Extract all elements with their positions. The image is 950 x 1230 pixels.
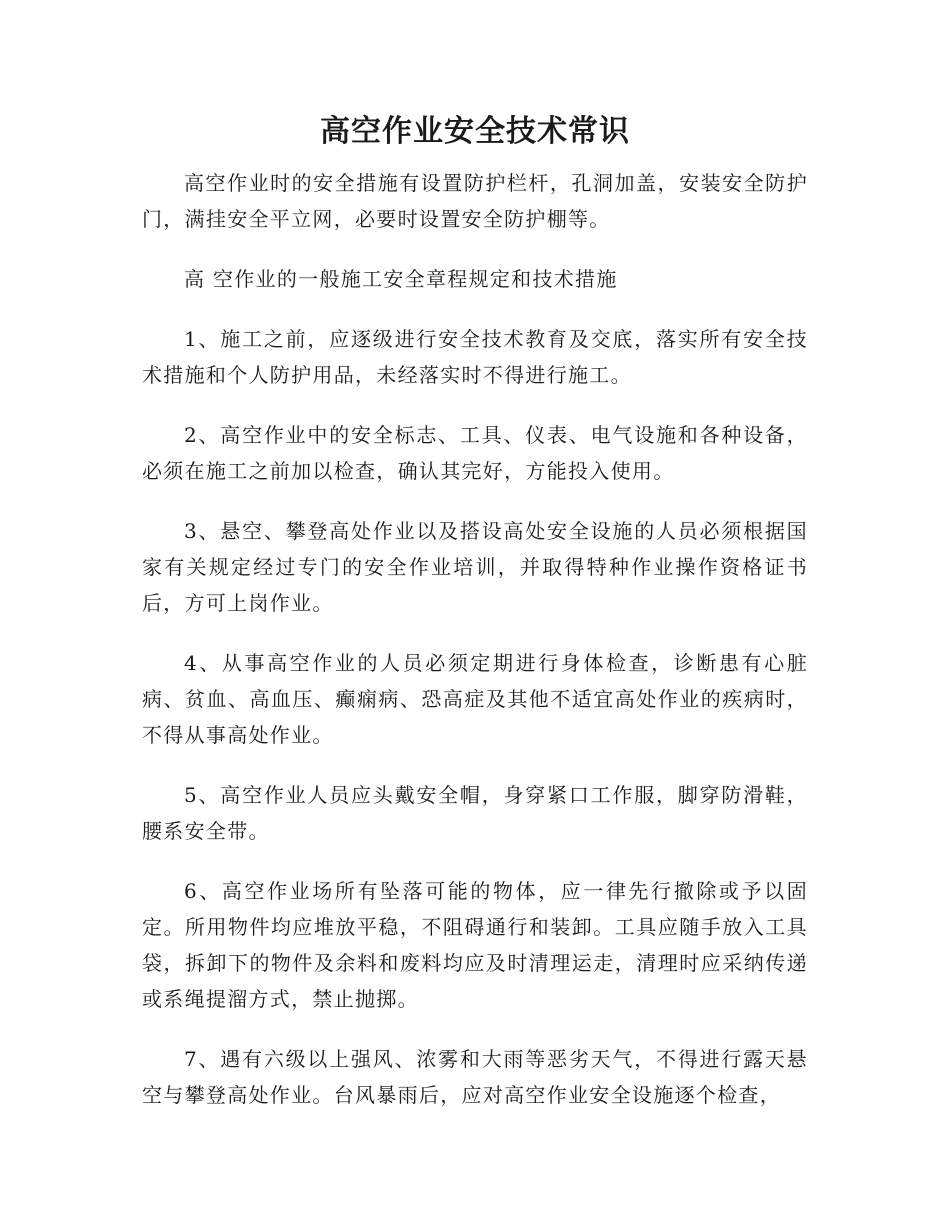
paragraph-item-1: 1、施工之前，应逐级进行安全技术教育及交底，落实所有安全技术措施和个人防护用品，未经落实时不得进行施工。 — [142, 327, 808, 387]
paragraph-item-3: 3、悬空、攀登高处作业以及搭设高处安全设施的人员必须根据国家有关规定经过专门的安全作业培训，并取得特种作业操作资格证书后，方可上岗作业。 — [142, 519, 808, 615]
paragraph-intro: 高空作业时的安全措施有设置防护栏杆，孔洞加盖，安装安全防护门，满挂安全平立网，必要时设置安全防护棚等。 — [142, 171, 808, 231]
paragraph-item-6: 6、高空作业场所有坠落可能的物体，应一律先行撤除或予以固定。所用物件均应堆放平稳，不阻碍通行和装卸。工具应随手放入工具袋，拆卸下的物件及余料和废料均应及时清理运走，清理时应采纳传递或系绳提溜方式，禁止抛掷。 — [142, 879, 808, 1011]
document-title: 高空作业安全技术常识 — [320, 114, 630, 149]
paragraph-item-5: 5、高空作业人员应头戴安全帽，身穿紧口工作服，脚穿防滑鞋，腰系安全带。 — [142, 783, 808, 843]
document-body — [142, 165, 808, 1137]
paragraph-item-4: 4、从事高空作业的人员必须定期进行身体检查，诊断患有心脏病、贫血、高血压、癫痫病、恐高症及其他不适宜高处作业的疾病时，不得从事高处作业。 — [142, 651, 808, 747]
paragraph-item-7: 7、遇有六级以上强风、浓雾和大雨等恶劣天气，不得进行露天悬空与攀登高处作业。台风暴雨后，应对高空作业安全设施逐个检查， — [142, 1047, 808, 1107]
paragraph-item-2: 2、高空作业中的安全标志、工具、仪表、电气设施和各种设备，必须在施工之前加以检查，确认其完好，方能投入使用。 — [142, 423, 808, 483]
paragraph-section-heading: 高 空作业的一般施工安全章程规定和技术措施 — [184, 267, 618, 291]
